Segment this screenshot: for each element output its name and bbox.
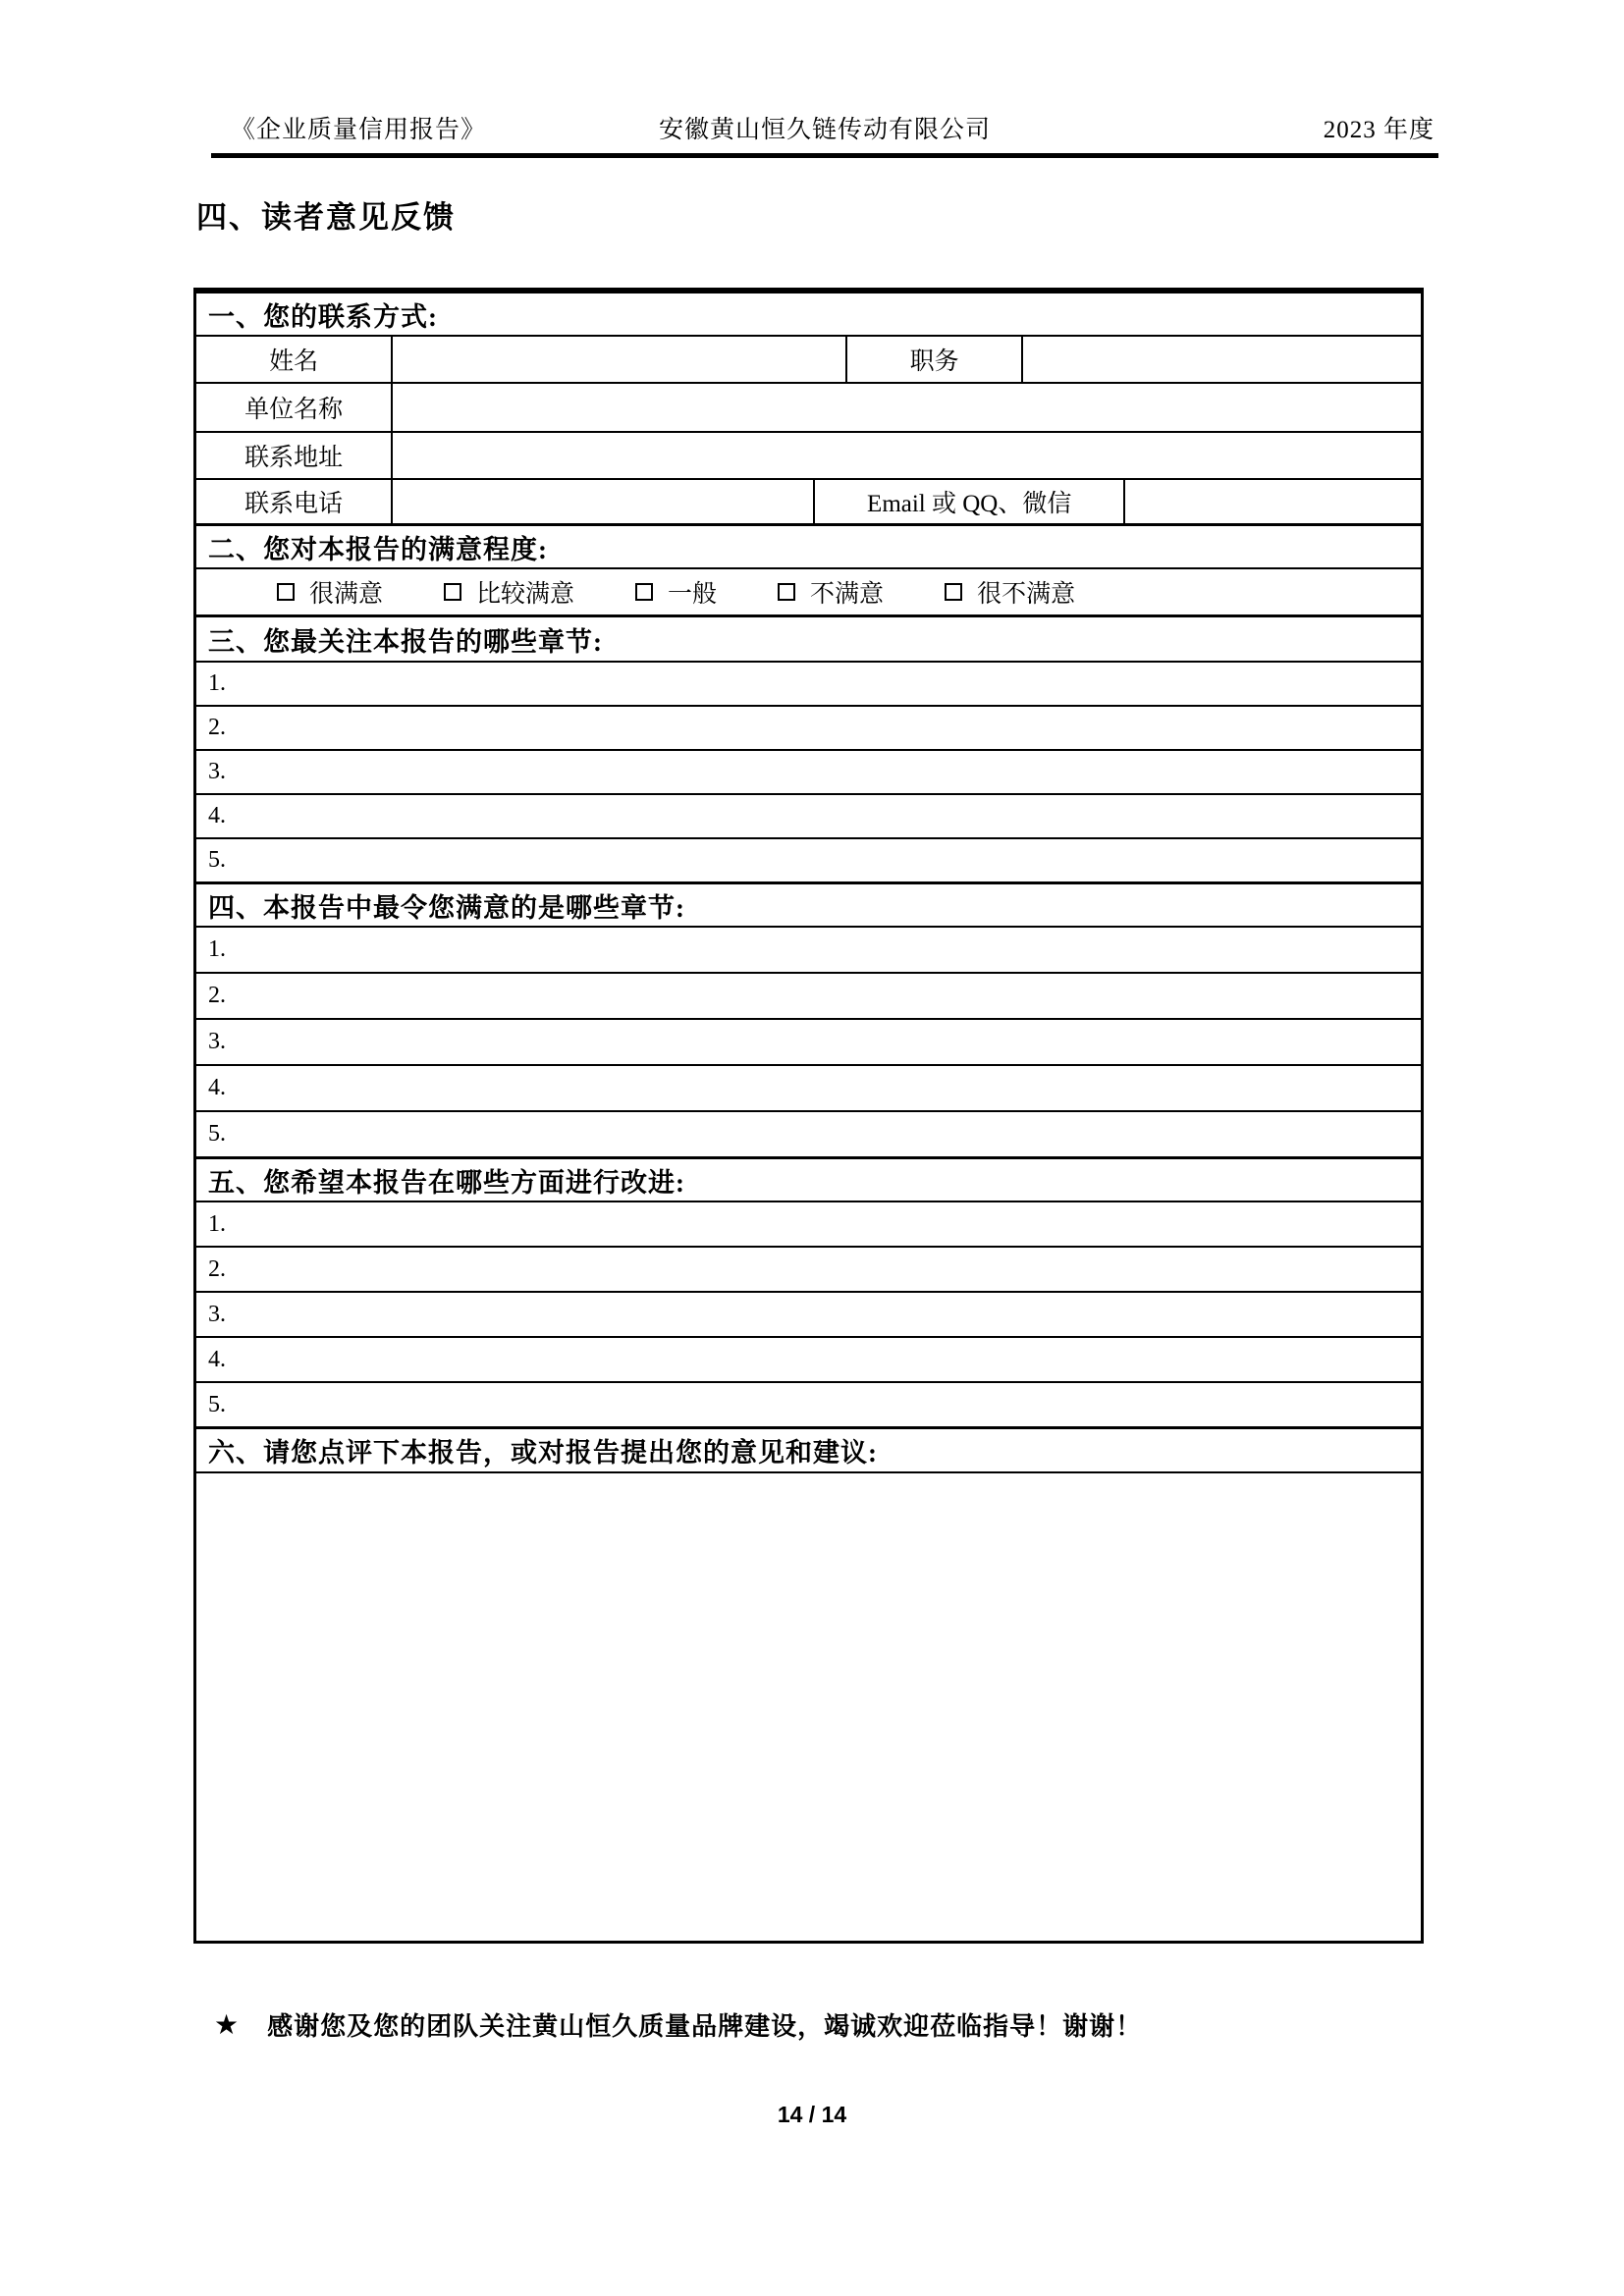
section2-header-row — [196, 523, 1421, 567]
section6-comment-row — [196, 1471, 1421, 1941]
feedback-form-table — [193, 288, 1424, 1944]
section5-item-5[interactable]: 5. — [208, 1391, 226, 1417]
section4-header-row — [196, 881, 1421, 926]
star-icon: ★ — [214, 2009, 241, 2041]
section3-item-4[interactable]: 4. — [208, 803, 226, 828]
option-label: 一般 — [668, 581, 718, 608]
thanks-text: 感谢您及您的团队关注黄山恒久质量品牌建设，竭诚欢迎莅临指导！谢谢！ — [267, 2012, 1143, 2041]
section4-item-row — [196, 972, 1421, 1018]
duty-input[interactable] — [1021, 337, 1421, 382]
thanks-line — [214, 2006, 1432, 2043]
checkbox-icon[interactable] — [444, 583, 461, 601]
page-title: 四、读者意见反馈 — [196, 200, 456, 235]
header-report-year: 2023 年度 — [1323, 117, 1435, 143]
checkbox-icon[interactable] — [277, 583, 295, 601]
header-divider — [211, 153, 1438, 158]
section3-item-2[interactable]: 2. — [208, 715, 226, 740]
header-company-name: 安徽黄山恒久链传动有限公司 — [658, 117, 991, 143]
section5-title: 五、您希望本报告在哪些方面进行改进: — [208, 1167, 685, 1198]
address-input[interactable] — [391, 433, 1421, 478]
section4-item-row — [196, 1018, 1421, 1064]
section1-header-row — [196, 291, 1421, 335]
option-neutral[interactable] — [635, 574, 717, 610]
section4-item-2[interactable]: 2. — [208, 983, 226, 1008]
contact-phone-row — [196, 478, 1421, 523]
section3-item-row — [196, 661, 1421, 705]
org-label: 单位名称 — [244, 397, 344, 423]
section4-item-5[interactable]: 5. — [208, 1121, 226, 1147]
section3-item-row — [196, 705, 1421, 749]
section5-item-row — [196, 1336, 1421, 1381]
duty-label: 职务 — [845, 337, 1022, 382]
name-label: 姓名 — [269, 348, 319, 375]
section3-item-1[interactable]: 1. — [208, 670, 226, 696]
section5-item-row — [196, 1246, 1421, 1291]
option-label: 很不满意 — [977, 581, 1076, 608]
section4-item-row — [196, 926, 1421, 972]
section3-item-5[interactable]: 5. — [208, 847, 226, 873]
section6-title: 六、请您点评下本报告，或对报告提出您的意见和建议: — [208, 1438, 878, 1468]
section5-item-1[interactable]: 1. — [208, 1210, 226, 1237]
option-label: 比较满意 — [476, 581, 575, 608]
section5-header-row — [196, 1156, 1421, 1201]
section4-item-1[interactable]: 1. — [208, 936, 226, 962]
section5-item-row — [196, 1291, 1421, 1336]
section2-title: 二、您对本报告的满意程度: — [208, 534, 548, 564]
section3-title: 三、您最关注本报告的哪些章节: — [208, 626, 603, 657]
section4-item-row — [196, 1110, 1421, 1156]
checkbox-icon[interactable] — [635, 583, 653, 601]
header-report-title: 《企业质量信用报告》 — [231, 117, 487, 143]
name-input[interactable] — [391, 337, 845, 382]
email-label: Email 或 QQ、微信 — [813, 480, 1122, 523]
phone-input[interactable] — [391, 480, 813, 523]
section1-title: 一、您的联系方式: — [208, 301, 438, 332]
org-input[interactable] — [391, 384, 1421, 431]
section4-item-4[interactable]: 4. — [208, 1075, 226, 1100]
email-input[interactable] — [1123, 480, 1421, 523]
phone-label: 联系电话 — [244, 491, 344, 517]
option-label: 很满意 — [309, 581, 384, 608]
section5-item-row — [196, 1201, 1421, 1246]
contact-org-row — [196, 382, 1421, 431]
section5-item-2[interactable]: 2. — [208, 1255, 226, 1282]
option-very-satisfied[interactable] — [277, 574, 383, 610]
section3-item-3[interactable]: 3. — [208, 759, 226, 784]
section5-item-4[interactable]: 4. — [208, 1346, 226, 1372]
address-label: 联系地址 — [244, 445, 344, 471]
running-header — [211, 110, 1438, 145]
page-number: 14 / 14 — [777, 2102, 847, 2127]
section6-header-row — [196, 1426, 1421, 1471]
section3-item-row — [196, 793, 1421, 837]
section3-item-row — [196, 837, 1421, 881]
section4-item-3[interactable]: 3. — [208, 1029, 226, 1054]
option-fairly-satisfied[interactable] — [444, 574, 574, 610]
satisfaction-options-row — [196, 567, 1421, 614]
comment-input-area[interactable] — [196, 1473, 1421, 1941]
checkbox-icon[interactable] — [778, 583, 795, 601]
option-label: 不满意 — [810, 581, 885, 608]
section5-item-3[interactable]: 3. — [208, 1301, 226, 1327]
checkbox-icon[interactable] — [945, 583, 962, 601]
section3-header-row — [196, 614, 1421, 661]
section4-title: 四、本报告中最令您满意的是哪些章节: — [208, 892, 685, 923]
section4-item-row — [196, 1064, 1421, 1110]
section5-item-row — [196, 1381, 1421, 1426]
section3-item-row — [196, 749, 1421, 793]
option-very-unsatisfied[interactable] — [945, 574, 1075, 610]
contact-address-row — [196, 431, 1421, 478]
option-unsatisfied[interactable] — [778, 574, 884, 610]
contact-name-row — [196, 335, 1421, 382]
